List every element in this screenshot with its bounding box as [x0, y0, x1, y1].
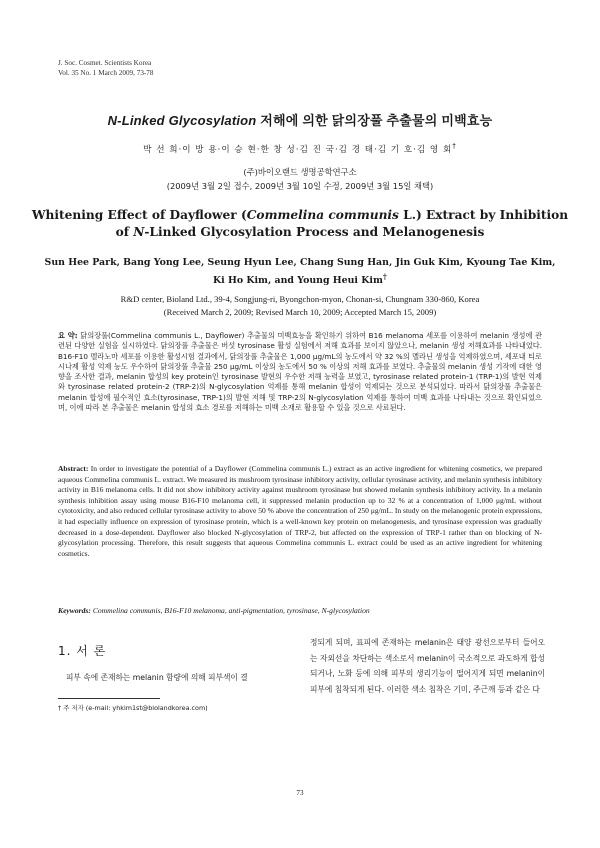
- footnote: † 주 저자 (e-mail: yhkim1st@biolandkorea.com): [58, 704, 208, 712]
- korean-affiliation: (주)바이오랜드 생명공학연구소: [243, 167, 357, 177]
- korean-author-list: 박 선 희·이 방 용·이 승 현·한 창 성·김 진 국·김 경 태·김 기 호·김 영 회: [143, 144, 453, 155]
- korean-abstract: [58, 331, 542, 413]
- title-text: -Linked Glycosylation Process and Melanogenesis: [144, 225, 485, 239]
- english-dates: (Received March 2, 2009; Revised March 10, 2009; Accepted March 15, 2009): [163, 307, 437, 317]
- page-number: 73: [296, 789, 304, 797]
- english-authors-line2: [40, 270, 560, 288]
- title-text: Whitening Effect of Dayflower (: [31, 208, 247, 222]
- korean-dates: (2009년 3월 2일 접수, 2009년 3월 10일 수정, 2009년 3월 15일 채택): [166, 181, 434, 191]
- journal-citation: [58, 58, 154, 78]
- english-affiliation-block: [30, 293, 570, 319]
- author-names: Ki Ho Kim, and Young Heui Kim: [213, 275, 383, 287]
- english-abstract-label: Abstract:: [58, 464, 89, 473]
- korean-abstract-text: 닭의장풀(Commelina communis L., Dayflower) 추출물의 미백효능을 확인하기 위하여 B16 melanoma 세포를 이용하여 melanin 생성에 관련된 다양한 실험을 실시하였다. 닭의장풀 추출물은 버섯 tyrosinase 활성 실험에서 저해 효과를 보이지 않았으나, melanin 생성 저해효과를 나타내었다. B16-F10 멜라노마 세포를 이용한 활성시험 결과에서, 닭의장풀 추출물은 1,000 μg/mL의 농도에서 약 32 %의 멜라닌 생성을 억제하였으며, 세포내 티로시나제 활성 억제 능도 우수하여 닭의장풀 추출물 250 μg/mL 이상의 농도에서 50 % 이상의 저해 효과를 보였다. 추출물의 melanin 생성 기작에 대한 영향을 조사한 결과, melanin 합성의 key protein인 tyrosinase 발현의 우수한 저해 능력을 보였고, tyrosinase related protein-1 (TRP-1)의 발현 억제와 tyrosinase related protein-2 (TRP-2)의 N-glycosylation 억제를 통해 melanin 합성이 억제되는 것으로 분석되었다. 따라서 닭의장풀 추출물은 melanin 합성에 필수적인 효소(tyrosinase, TRP-1)의 발현 저해 및 TRP-2의 N-glycosylation 억제를 통하여 미백 효과를 나타내는 것으로 확인되었으며, 이에 따라 본 추출물은 melanin 합성의 효소 경로를 저해하는 미백 소재로 활용할 수 있을 것으로 사료된다.: [58, 331, 542, 413]
- english-authors-line1: Sun Hee Park, Bang Yong Lee, Seung Hyun Lee, Chang Sung Han, Jin Guk Kim, Kyoung Tae Kim,: [44, 257, 556, 268]
- english-authors: [40, 256, 560, 288]
- english-affiliation: R&D center, Bioland Ltd., 39-4, Songjung-ri, Byongchon-myon, Chonan-si, Chungnam 330-860, Korea: [120, 294, 480, 304]
- korean-authors: [0, 141, 600, 155]
- journal-volume: Vol. 35 No. 1 March 2009, 73-78: [58, 69, 154, 77]
- english-abstract: [58, 464, 542, 559]
- body-text-right-column: 정되게 되며, 표피에 존재하는 melanin은 태양 광선으로부터 들어오는 자외선을 차단하는 색소로서 melanin이 국소적으로 과도하게 합성되거나, 노화 등에 의해 피부의 생리기능이 떨어지게 되면 melanin이 피부에 침착되게 된다. 이러한 색소 침착은 기미, 주근깨 등과 같은 다: [310, 638, 545, 694]
- english-title: [30, 207, 570, 241]
- keywords-value: Commelina communis, B16-F10 melanoma, anti-pigmentation, tyrosinase, N-glycosylation: [92, 606, 370, 615]
- korean-affiliation-block: [0, 165, 600, 193]
- korean-title-italic: N-Linked Glycosylation: [107, 113, 257, 128]
- journal-name: J. Soc. Cosmet. Scientists Korea: [58, 59, 152, 67]
- section-heading: 1. 서 론: [58, 644, 107, 658]
- english-abstract-text: In order to investigate the potential of a Dayflower (Commelina communis L.) extract as an active ingredient for whitening cosmetics, we prepared aqueous Commelina communis L. extract. We measured its mushroom tyrosinase inhibitory activity, cellular tyrosinase activity, and melanin synthesis inhibitory activity in B16 melanoma cells. It did not show inhibitory activity against mushroom tyrosinase but showed melanin synthesis inhibitory activity. In a melanin synthesis inhibition assay using mouse B16-F10 melanoma cell, it suppressed melanin production up to 32 % at a concentration of 1,000 μg/mL without cytotoxicity, and also reduced cellular tyrosinase activity to above 50 % above the concentration of 250 μg/mL. In study on the melanogenic protein expressions, it had especially influence on expression of tyrosinase protein, which is a well-known key protein on melanogenesis, and tyrosinase expression was gradually decreased in a dose-dependent. Dayflower also blocked N-glycosylation of TRP-2, but affected on the expression of TRP-1 rather than on blocking of N-glycosylation processing. Therefore, this result suggests that aqueous Commelina communis L. extract could be used as an active ingredient for whitening cosmetics.: [58, 464, 542, 558]
- title-text: L.) Extract by Inhibition: [398, 208, 569, 222]
- korean-title-rest: 저해에 의한 닭의장풀 추출물의 미백효능: [256, 113, 493, 128]
- title-n-italic: N: [133, 225, 145, 239]
- english-title-line1: [30, 207, 570, 224]
- title-text: of: [115, 225, 134, 239]
- english-title-line2: [30, 224, 570, 241]
- keywords: [58, 606, 542, 615]
- korean-abstract-label: 요 약:: [58, 331, 78, 340]
- korean-title: [0, 110, 600, 129]
- body-text-left-column: 피부 속에 존재하는 melanin 함량에 의해 피부색이 결: [66, 673, 248, 682]
- corresponding-author-mark: †: [452, 141, 457, 150]
- corresponding-author-mark: †: [382, 272, 387, 281]
- title-species: Commelina communis: [246, 208, 399, 222]
- footnote-divider: [58, 698, 160, 699]
- keywords-label: Keywords:: [58, 606, 91, 615]
